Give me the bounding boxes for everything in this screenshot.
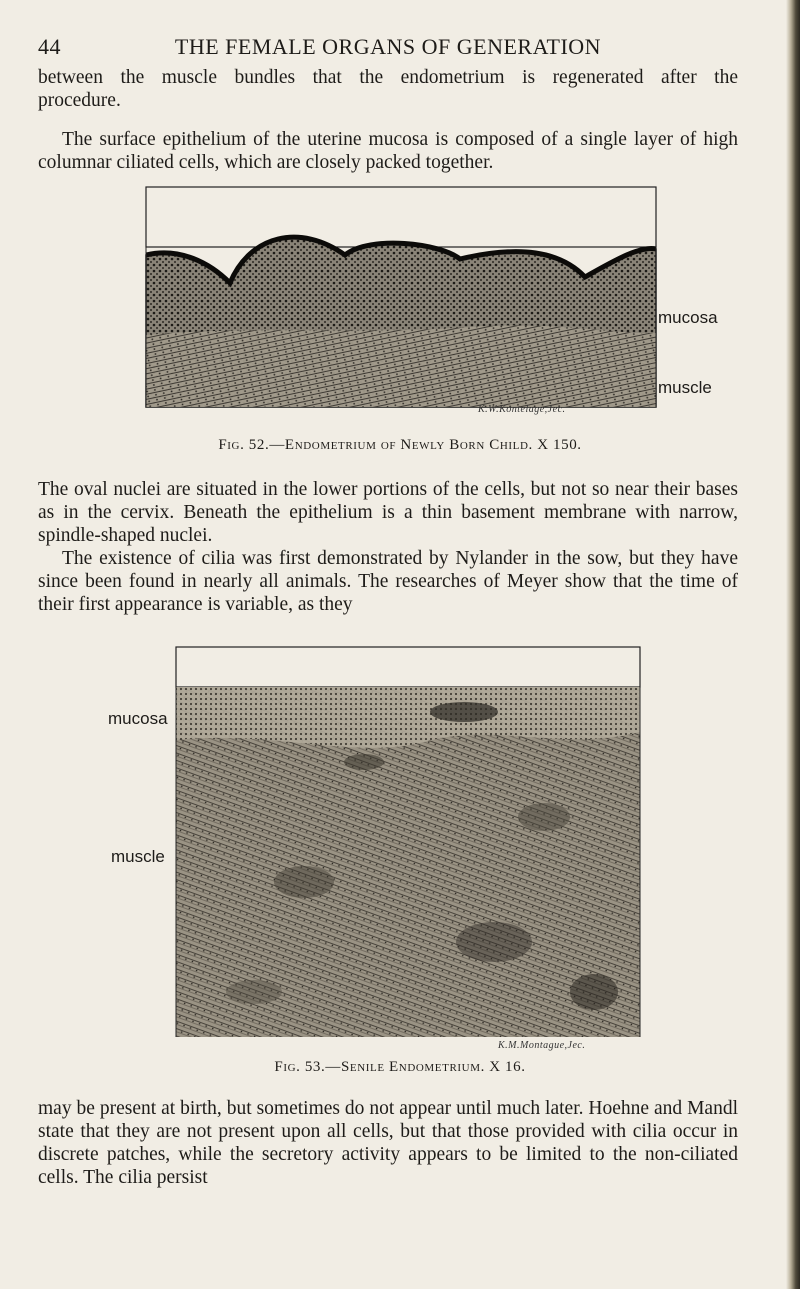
paragraph-1-line-2: procedure. — [38, 90, 121, 111]
paragraph-1-line-1: between the muscle bundles that the endometrium is regenerated after the — [38, 67, 738, 88]
page-number: 44 — [38, 34, 61, 59]
figure-53-artist-signature: K.M.Montague,Jec. — [498, 1040, 586, 1051]
paragraph-3-text: The oval nuclei are situated in the lower portions of the cells, but not so near their bases as in the cervix. Beneath the epithelium is a thin basement membrane with narrow, spindle-shaped nuclei. — [38, 479, 738, 546]
paragraph-2-text: The surface epithelium of the uterine mucosa is composed of a single layer of high columnar ciliated cells, which are closely packed together. — [38, 129, 738, 173]
figure-53-label-muscle: muscle — [111, 847, 165, 866]
figure-53-micrograph — [164, 642, 646, 1042]
paragraph-3 — [38, 478, 738, 547]
figure-52-label-muscle: muscle — [658, 378, 712, 397]
figure-52-artist-signature: K.W.Kontelage,Jec. — [478, 404, 566, 415]
paragraph-4 — [38, 547, 738, 616]
paragraph-2 — [38, 128, 738, 174]
figure-53-caption: Fig. 53.—Senile Endometrium. X 16. — [274, 1059, 526, 1075]
figure-52-caption: Fig. 52.—Endometrium of Newly Born Child. X 150. — [218, 437, 582, 453]
paragraph-5-text: may be present at birth, but sometimes do not appear until much later. Hoehne and Mandl state that they are not present upon all cells, but that those provided with cilia occur in discrete patches, while the secretory activity appears to be limited to the non-ciliated cells. The cilia persist — [38, 1098, 738, 1188]
figure-53-label-mucosa: mucosa — [108, 709, 168, 728]
paragraph-1 — [38, 66, 738, 112]
paragraph-5 — [38, 1097, 738, 1189]
running-title: THE FEMALE ORGANS OF GENERATION — [174, 34, 602, 59]
page-edge-shadow — [786, 0, 800, 1289]
figure-52-micrograph — [140, 185, 660, 415]
paragraph-4-text: The existence of cilia was first demonstrated by Nylander in the sow, but they have since been found in nearly all animals. The researches of Meyer show that the time of their first appearance is variable, as they — [38, 548, 738, 615]
figure-52-label-mucosa: mucosa — [658, 308, 718, 327]
